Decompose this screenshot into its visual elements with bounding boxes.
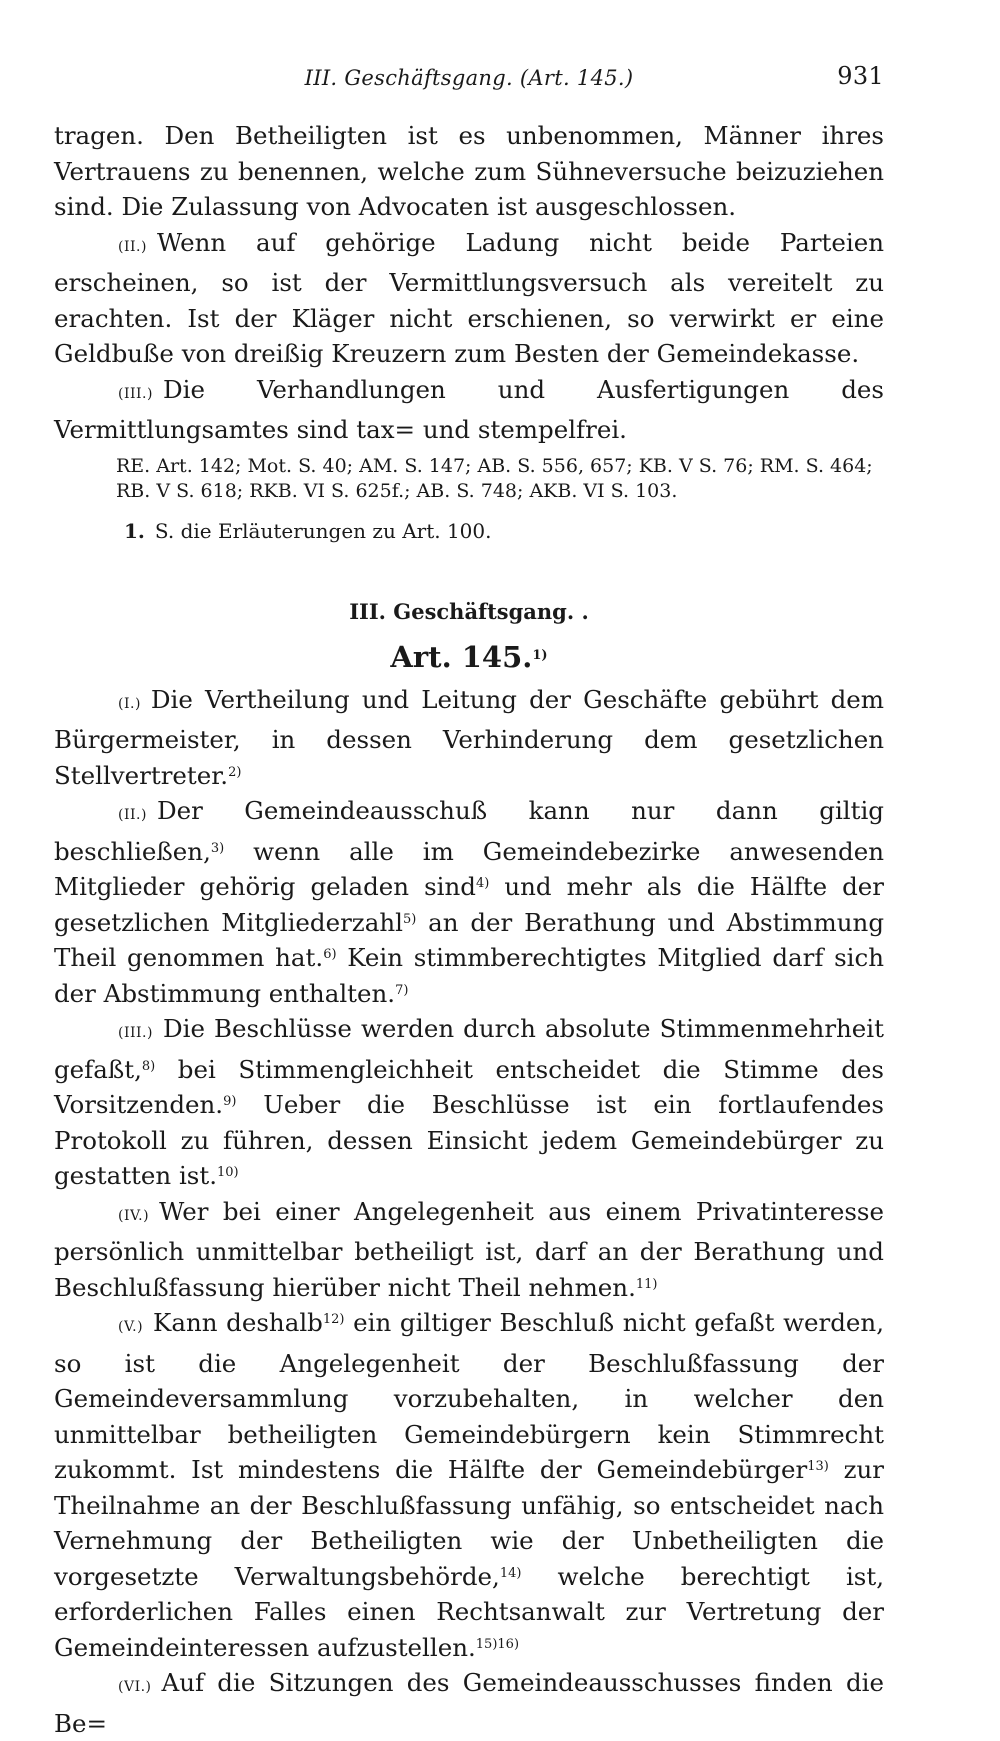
page-number: 931 [837,62,884,90]
paragraph-text: bei Stimmengleichheit entscheidet die Stimme des Vorsitzenden. [54,1054,884,1119]
paragraph-text: Die Beschlüsse werden durch absolute Stimmenmehrheit gefaßt, [54,1014,884,1084]
footnote-ref: 16) [497,1636,520,1652]
continuation-paragraph: tragen. Den Betheiligten ist es unbenommen, Männer ihres Vertrauens zu benennen, welche zum Sühneversuche beizuziehen sind. Die Zulassung von Advocaten ist ausgeschlossen. [54,121,884,221]
article-paragraph-v [54,1305,884,1665]
paragraph-mark: (I.) [118,695,141,712]
paragraph-text: Ueber die Beschlüsse ist ein fortlaufendes Protokoll zu führen, dessen Einsicht jedem Gemeindebürger zu gestatten ist. [54,1090,884,1190]
article-heading [54,636,884,678]
footnote-ref: 10) [217,1165,239,1180]
paragraph-text: wenn alle im Gemeindebezirke anwesenden Mitglieder gehörig geladen sind [54,836,884,901]
article-paragraph-i [54,682,884,794]
footnote-ref: 14) [499,1565,522,1581]
paragraph-text: an der Berathung und Abstimmung Theil genommen hat. [54,907,884,972]
footnote-ref: 15) [475,1636,498,1652]
article-paragraph-ii [54,793,884,1011]
paragraph-mark: (II.) [118,807,147,823]
article-paragraph-iv [54,1194,884,1306]
paragraph-text: Der Gemeindeausschuß kann nur dann giltig beschließen, [54,796,884,866]
paragraph-iii-prev [54,372,884,448]
paragraph-text: Kein stimmberechtigtes Mitglied darf sich der Abstimmung enthalten. [54,943,885,1008]
paragraph-text: Die Vertheilung und Leitung der Geschäfte gebührt dem Bürgermeister, in dessen Verhinderung dem gesetzlichen Stellvertreter. [54,684,884,790]
footnote-ref: 9) [223,1094,237,1109]
footnote-ref: 6) [323,947,337,962]
footnote-ref: 7) [395,982,409,998]
paragraph-ii-prev [54,225,884,372]
paragraph-text: Die Verhandlungen und Ausfertigungen des Vermittlungsamtes sind tax= und stempelfrei. [54,374,884,444]
paragraph-mark: (VI.) [118,1679,152,1695]
paragraph-mark: (IV.) [118,1207,150,1224]
article-paragraph-vi [54,1665,884,1741]
legislative-references: RE. Art. 142; Mot. S. 40; AM. S. 147; AB. S. 556, 657; KB. V S. 76; RM. S. 464; RB. V S. 618; RKB. VI S. 625f.; AB. S. 748; AKB. VI S. 103. [116,454,873,502]
footnote-ref: 11) [635,1276,658,1292]
paragraph-text: welche berechtigt ist, erforderlichen Falles einen Rechtsanwalt zur Vertretung der Gemeindeinteressen aufzustellen. [54,1561,884,1662]
paragraph-text: zur Theilnahme an der Beschlußfassung unfähig, so entscheidet nach Vernehmung der Betheiligten wie der Unbetheiligten die vorgesetzte Verwaltungsbehörde, [54,1455,884,1591]
footnote-ref: 8) [141,1058,156,1074]
footnote-ref: 13) [807,1459,829,1474]
note-number: 1. [124,518,145,543]
paragraph-mark: (III.) [118,385,153,402]
paragraph-text: ein giltiger Beschluß nicht gefaßt werden, so ist die Angelegenheit der Beschlußfassung der Gemeindeversammlung vorzubehalten, in welcher den unmittelbar betheiligten Gemeindebürgern kein Stimmrecht zukommt. Ist mindestens die Hälfte der Gemeindebürger [54,1308,885,1484]
paragraph-text: Auf die Sitzungen des Gemeindeausschusses finden die Be= [54,1668,884,1738]
footnote-ref: 12) [322,1312,345,1327]
paragraph-text: Kann deshalb [153,1308,323,1337]
paragraph-mark: (III.) [118,1025,153,1041]
running-header [54,60,884,96]
running-title: III. Geschäftsgang. (Art. 145.) [304,66,634,90]
paragraph-text: Wer bei einer Angelegenheit aus einem Privatinteresse persönlich unmittelbar betheiligt ist, darf an der Berathung und Beschlußfassung hierüber nicht Theil nehmen. [54,1196,884,1302]
note-text: S. die Erläuterungen zu Art. 100. [154,518,492,543]
footnote-ref: 5) [402,911,417,927]
explanatory-note [124,518,884,544]
footnote-ref: 1) [532,647,548,663]
footnote-ref: 2) [228,764,242,780]
paragraph-text: Wenn auf gehörige Ladung nicht beide Parteien erscheinen, so ist der Vermittlungsversuch als vereitelt zu erachten. Ist der Kläger nicht erschienen, so verwirkt er eine Geldbuße von dreißig Kreuzern zum Besten der Gemeindekasse. [54,227,884,368]
article-label: Art. 145. [390,639,533,674]
footnote-ref: 4) [475,876,490,891]
section-heading: III. Geschäftsgang. . [349,598,589,624]
article-paragraph-iii [54,1011,884,1194]
paragraph-text: und mehr als die Hälfte der gesetzlichen Mitgliederzahl [54,872,884,937]
paragraph-mark: (V.) [118,1319,144,1335]
footnote-ref: 3) [210,840,225,856]
paragraph-mark: (II.) [118,238,147,255]
book-page [54,60,884,1741]
